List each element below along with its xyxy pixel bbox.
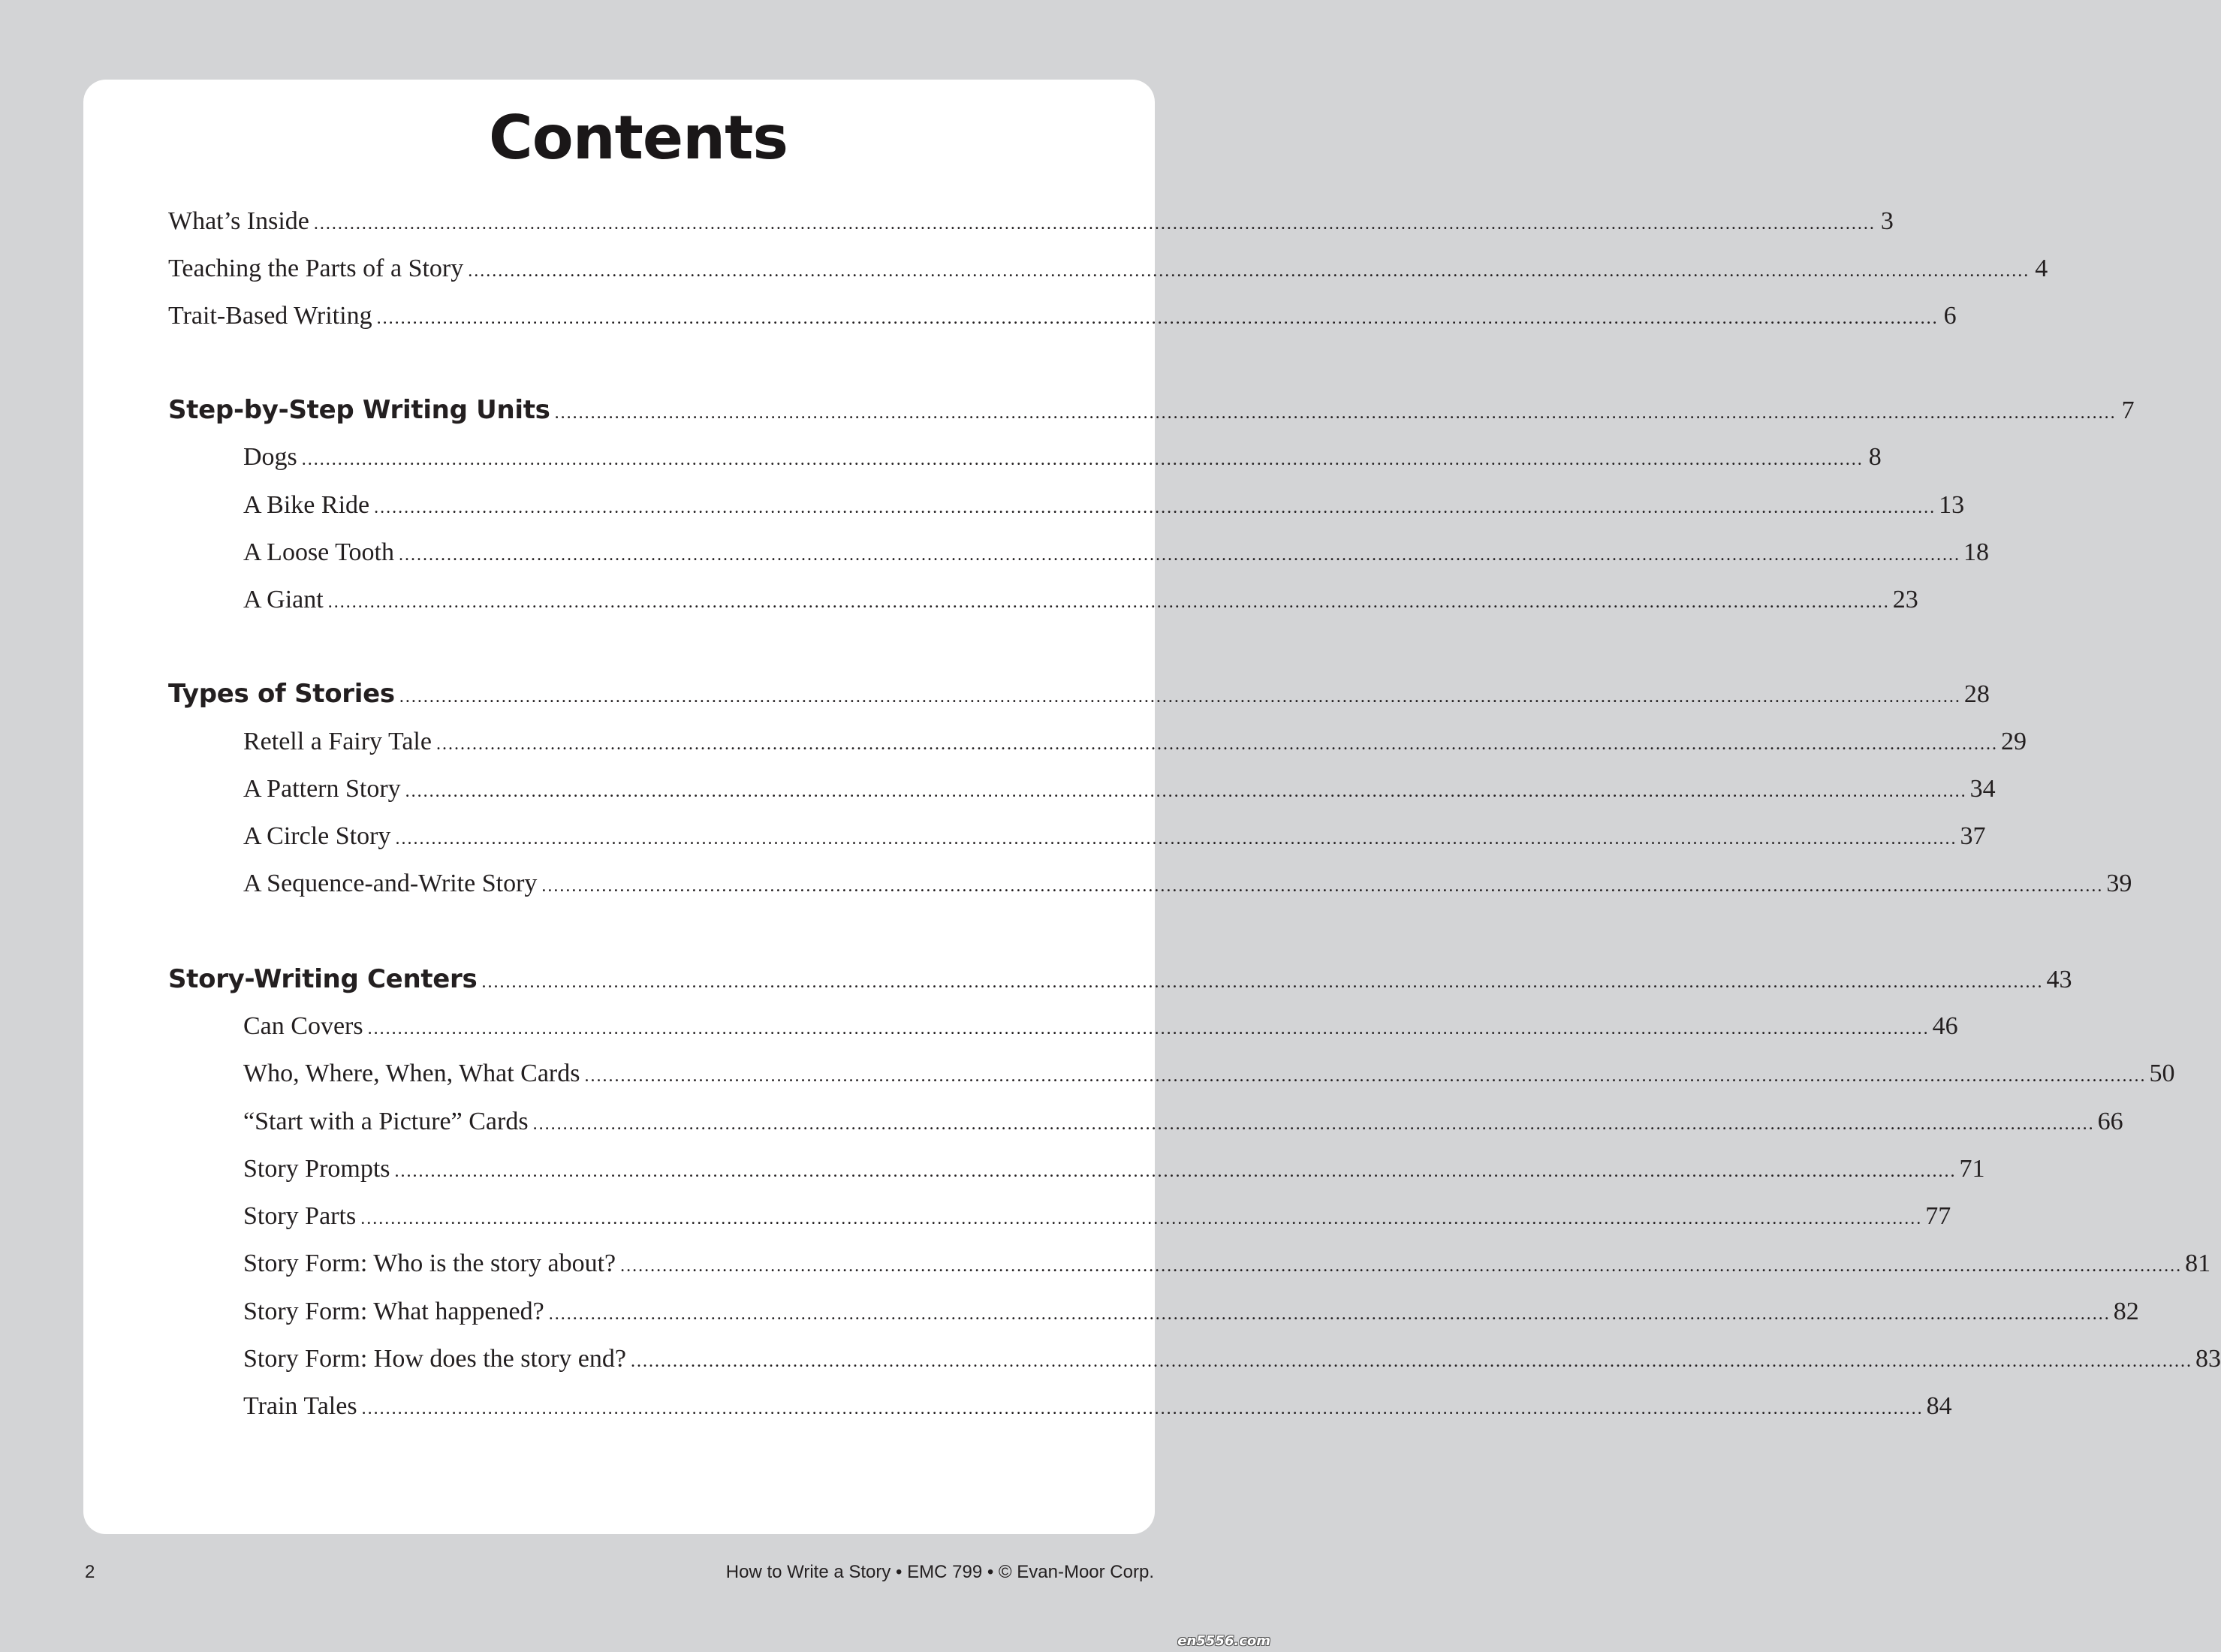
dot-leader: .................................................................................................................................................................................................................................................................... <box>541 876 2104 896</box>
toc-entry-label: Trait-Based Writing <box>168 302 372 330</box>
toc-entry-page-number: 39 <box>2106 870 2132 897</box>
toc-entry-label: Dogs <box>243 443 297 471</box>
toc-entry-page-number: 46 <box>1932 1012 1958 1040</box>
toc-entry-label: Story Prompts <box>243 1155 390 1183</box>
dot-leader: .................................................................................................................................................................................................................................................................... <box>620 1256 2183 1276</box>
toc-entry <box>243 1198 1951 1235</box>
page-title: Contents <box>489 103 788 173</box>
dot-leader: .................................................................................................................................................................................................................................................................... <box>405 782 1967 801</box>
toc-entry-page-number: 29 <box>2000 728 2027 755</box>
dot-leader: .................................................................................................................................................................................................................................................................... <box>313 214 1876 234</box>
toc-entry-label: Train Tales <box>243 1392 357 1420</box>
toc-entry-page-number: 8 <box>1868 443 1882 471</box>
toc-entry <box>243 865 2132 903</box>
dot-leader: .................................................................................................................................................................................................................................................................... <box>395 829 1957 849</box>
toc-entry <box>243 1245 2211 1283</box>
toc-entry-label: Teaching the Parts of a Story <box>168 255 464 282</box>
toc-section-heading <box>168 960 2072 998</box>
toc-entry <box>243 1008 1958 1045</box>
toc-entry-page-number: 81 <box>2185 1250 2211 1277</box>
toc-section-heading <box>168 675 1990 713</box>
toc-entry-page-number: 4 <box>2035 255 2048 282</box>
dot-leader: .................................................................................................................................................................................................................................................................... <box>435 734 1998 754</box>
toc-entry-label: Story Form: What happened? <box>243 1298 544 1325</box>
toc-entry-page-number: 7 <box>2121 396 2135 424</box>
dot-leader: .................................................................................................................................................................................................................................................................... <box>376 309 1939 328</box>
toc-entry <box>243 1340 2221 1378</box>
toc-entry <box>168 297 1957 335</box>
toc-entry <box>243 1103 2123 1141</box>
toc-entry-label: A Loose Tooth <box>243 538 394 566</box>
toc-entry-page-number: 23 <box>1892 586 1918 613</box>
toc-entry-label: Types of Stories <box>168 679 395 709</box>
toc-entry-label: A Giant <box>243 586 324 613</box>
watermark: en5556.com <box>1177 1633 1270 1649</box>
dot-leader: .................................................................................................................................................................................................................................................................... <box>399 545 1960 565</box>
toc-entry-label: A Circle Story <box>243 822 391 850</box>
toc-entry-label: A Sequence-and-Write Story <box>243 870 538 897</box>
toc-entry-page-number: 28 <box>1963 680 1990 708</box>
toc-entry-page-number: 84 <box>1926 1392 1952 1420</box>
toc-entry <box>243 581 1918 619</box>
toc-entry-page-number: 6 <box>1943 302 1957 330</box>
dot-leader: .................................................................................................................................................................................................................................................................... <box>327 592 1890 612</box>
toc-entry <box>243 1150 1985 1188</box>
toc-entry-label: Story-Writing Centers <box>168 964 478 994</box>
dot-leader: .................................................................................................................................................................................................................................................................... <box>584 1066 2147 1086</box>
dot-leader: .................................................................................................................................................................................................................................................................... <box>548 1304 2111 1324</box>
dot-leader: .................................................................................................................................................................................................................................................................... <box>532 1114 2095 1134</box>
toc-entry-page-number: 66 <box>2097 1108 2123 1135</box>
footer-page-number: 2 <box>85 1562 95 1582</box>
toc-entry-page-number: 3 <box>1880 207 1894 235</box>
dot-leader: .................................................................................................................................................................................................................................................................... <box>374 498 1936 517</box>
toc-entry-page-number: 34 <box>1969 775 1996 803</box>
toc-entry <box>243 1293 2139 1331</box>
toc-entry-label: Story Form: How does the story end? <box>243 1345 626 1373</box>
toc-entry-label: What’s Inside <box>168 207 309 235</box>
toc-entry-label: A Bike Ride <box>243 491 370 519</box>
toc-entry <box>243 534 1989 571</box>
toc-entry-label: “Start with a Picture” Cards <box>243 1108 529 1135</box>
dot-leader: .................................................................................................................................................................................................................................................................... <box>361 1399 1924 1418</box>
dot-leader: .................................................................................................................................................................................................................................................................... <box>468 261 2030 281</box>
toc-entry-page-number: 50 <box>2149 1060 2175 1087</box>
footer-credit: How to Write a Story • EMC 799 • © Evan-Moor Corp. <box>725 1562 1154 1582</box>
toc-entry-label: A Pattern Story <box>243 775 401 803</box>
dot-leader: .................................................................................................................................................................................................................................................................... <box>481 972 2044 992</box>
toc-entry-label: Can Covers <box>243 1012 363 1040</box>
toc-entry <box>168 203 1894 240</box>
toc-entry <box>243 439 1882 476</box>
toc-entry-label: Who, Where, When, What Cards <box>243 1060 580 1087</box>
toc-entry-page-number: 37 <box>1960 822 1986 850</box>
dot-leader: .................................................................................................................................................................................................................................................................... <box>301 450 1864 469</box>
toc-entry <box>243 487 1965 524</box>
toc-entry <box>243 1388 1952 1425</box>
toc-entry-label: Step-by-Step Writing Units <box>168 395 550 425</box>
toc-entry-page-number: 82 <box>2113 1298 2139 1325</box>
toc-entry-page-number: 43 <box>2046 966 2072 993</box>
dot-leader: .................................................................................................................................................................................................................................................................... <box>394 1162 1957 1181</box>
toc-entry-label: Story Form: Who is the story about? <box>243 1250 616 1277</box>
toc-entry-page-number: 83 <box>2195 1345 2221 1373</box>
toc-entry <box>243 818 1986 855</box>
toc-entry <box>243 1055 2175 1093</box>
toc-entry-page-number: 13 <box>1939 491 1965 519</box>
dot-leader: .................................................................................................................................................................................................................................................................... <box>399 687 1961 707</box>
toc-entry-page-number: 77 <box>1925 1202 1951 1230</box>
toc-entry-page-number: 71 <box>1959 1155 1985 1183</box>
toc-entry <box>243 770 1996 808</box>
dot-leader: .................................................................................................................................................................................................................................................................... <box>630 1352 2192 1371</box>
dot-leader: .................................................................................................................................................................................................................................................................... <box>367 1019 1930 1039</box>
toc-entry <box>243 723 2027 761</box>
toc-entry-label: Story Parts <box>243 1202 357 1230</box>
toc-section-heading <box>168 391 2135 429</box>
toc-entry-page-number: 18 <box>1963 538 1989 566</box>
dot-leader: .................................................................................................................................................................................................................................................................... <box>360 1209 1923 1228</box>
toc-entry <box>168 250 2048 288</box>
toc-entry-label: Retell a Fairy Tale <box>243 728 432 755</box>
dot-leader: .................................................................................................................................................................................................................................................................... <box>554 403 2117 423</box>
